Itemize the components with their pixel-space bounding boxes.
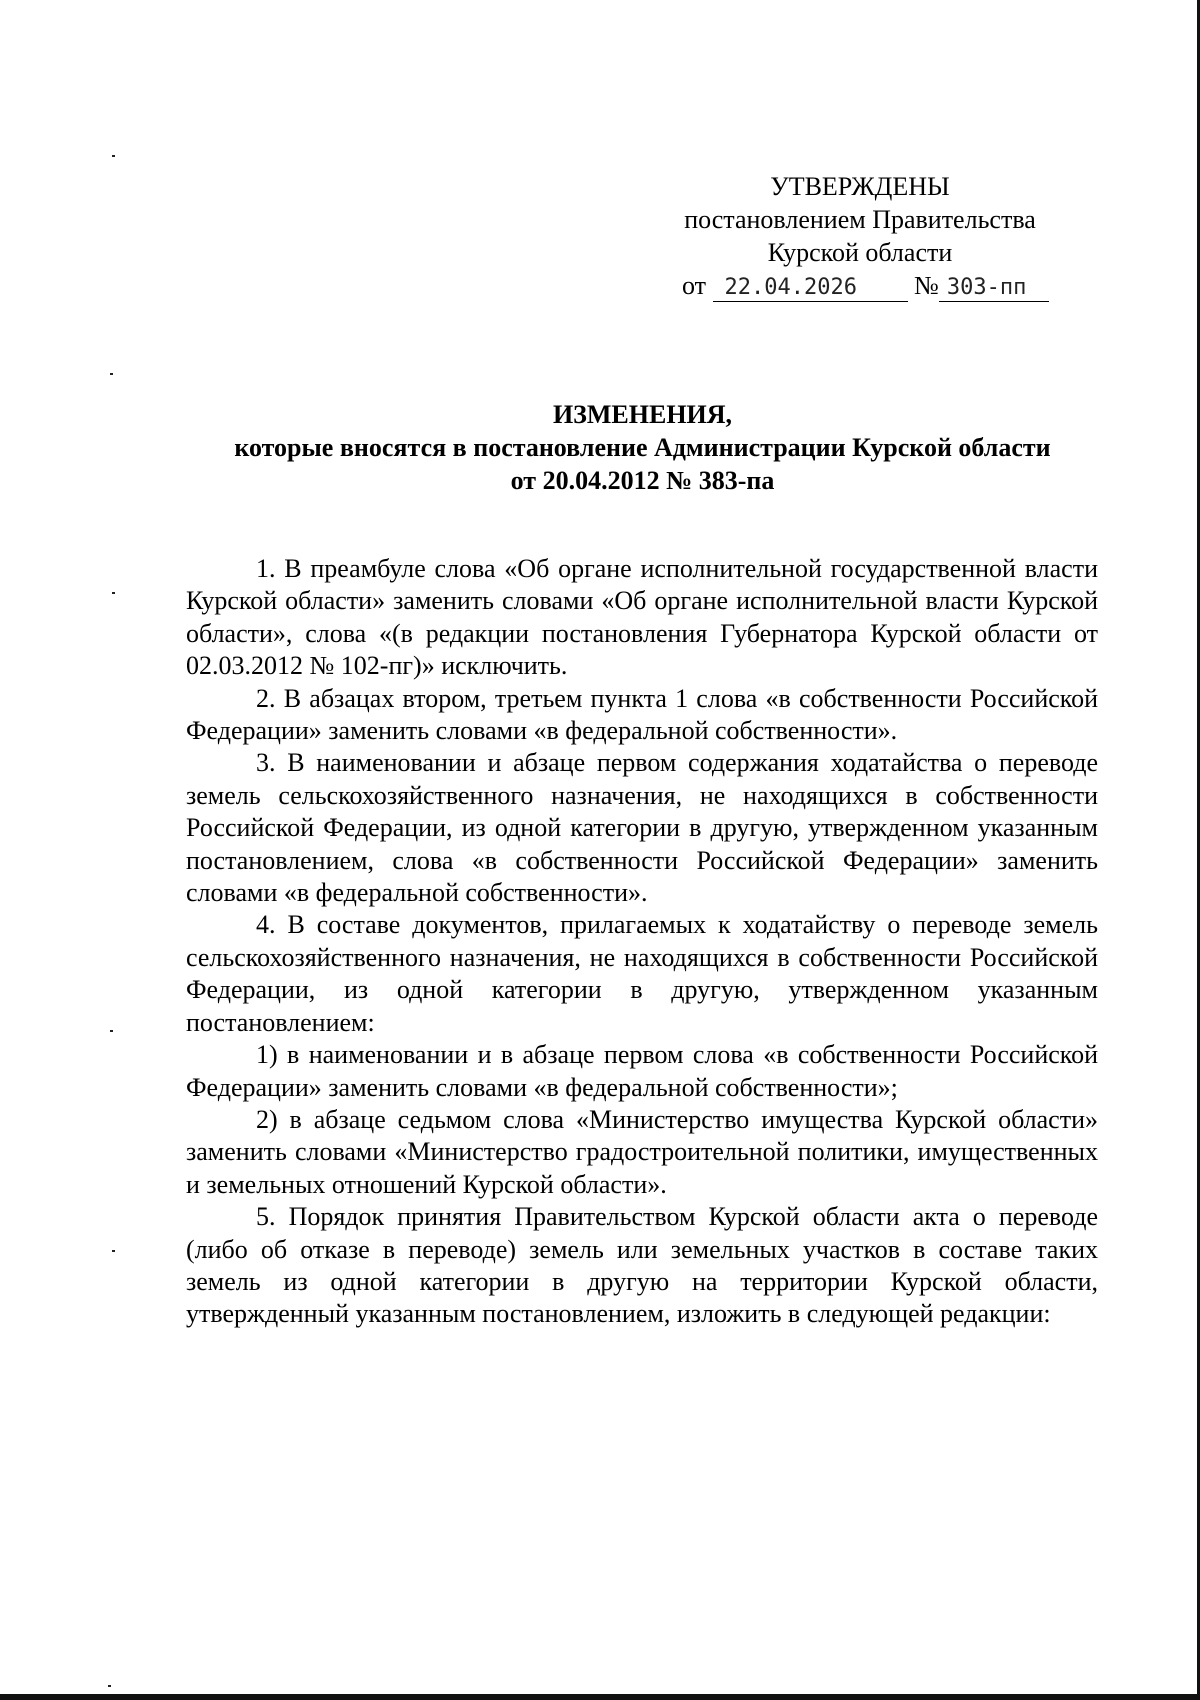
- scan-speck: [110, 1030, 113, 1032]
- paragraph-item-5: 5. Порядок принятия Правительством Курской области акта о переводе (либо об отказе в переводе) земель или земельных участков в составе таких земель из одной категории в другую на территории Курской области, утвержденный указанным постановлением, изложить в следующей редакции:: [186, 1202, 1098, 1329]
- paragraph-item-4-sub-1: 1) в наименовании и в абзаце первом слова «в собственности Российской Федерации» заменить словами «в федеральной собственности»;: [186, 1040, 1098, 1102]
- number-prefix: №: [914, 271, 939, 300]
- approval-title: УТВЕРЖДЕНЫ: [770, 172, 950, 201]
- scan-speck: [112, 1250, 115, 1252]
- heading-title: ИЗМЕНЕНИЯ,: [552, 400, 733, 429]
- scan-speck: [112, 592, 115, 594]
- paragraph-item-4-sub-2: 2) в абзаце седьмом слова «Министерство имущества Курской области» заменить словами «Министерство градостроительной политики, имущественных и земельных отношений Курской области».: [186, 1104, 1098, 1199]
- paragraph-item-4: 4. В составе документов, прилагаемых к ходатайству о переводе земель сельскохозяйственного назначения, не находящихся в собственности Российской Федерации, из одной категории в другую, утвержденном указанным постановлением:: [186, 910, 1098, 1037]
- approval-region: Курской области: [767, 238, 953, 267]
- approval-date-number-line: [640, 269, 1080, 302]
- approval-block: [640, 170, 1080, 302]
- heading-subtitle-line2: от 20.04.2012 № 383-па: [510, 466, 775, 495]
- approval-date-field: 22.04.2026: [713, 275, 908, 302]
- document-heading: [170, 398, 1115, 497]
- date-prefix: от: [682, 271, 707, 300]
- paragraph-item-1: 1. В преамбуле слова «Об органе исполнительной государственной власти Курской области» заменить словами «Об органе исполнительной власти Курской области», слова «(в редакции постановления Губернатора Курской области от 02.03.2012 № 102-пг)» исключить.: [186, 554, 1098, 681]
- paragraph-item-3: 3. В наименовании и абзаце первом содержания ходатайства о переводе земель сельскохозяйственного назначения, не находящихся в собственности Российской Федерации, из одной категории в другую, утвержденном указанным постановлением, слова «в собственности Российской Федерации» заменить словами «в федеральной собственности».: [186, 748, 1098, 908]
- document-body: [186, 553, 1098, 1331]
- scan-speck: [108, 1685, 111, 1687]
- scan-speck: [110, 373, 113, 375]
- approval-issuer: постановлением Правительства: [684, 205, 1036, 234]
- approval-number-field: 303-пп: [939, 275, 1049, 302]
- scan-edge-bottom: [0, 1694, 1200, 1700]
- paragraph-item-2: 2. В абзацах втором, третьем пункта 1 слова «в собственности Российской Федерации» заменить словами «в федеральной собственности».: [186, 683, 1098, 746]
- heading-subtitle-line1: которые вносятся в постановление Администрации Курской области: [234, 433, 1051, 462]
- scan-speck: [112, 155, 115, 157]
